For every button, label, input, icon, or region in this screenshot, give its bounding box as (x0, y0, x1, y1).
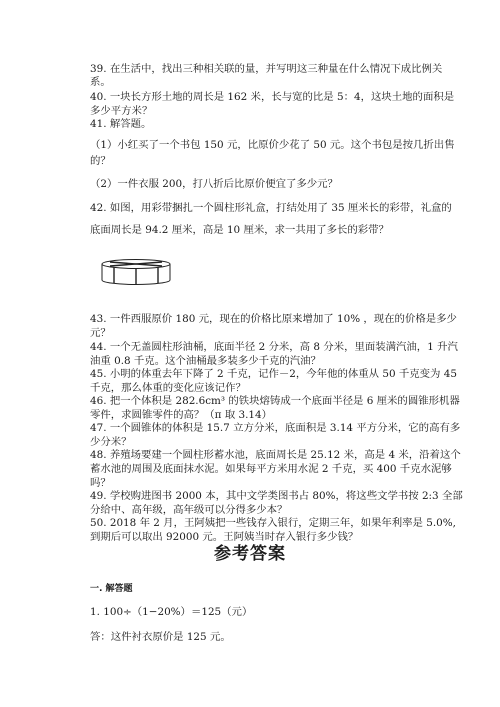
cylinder-gift-box-figure (100, 258, 172, 290)
answers-title: 参考答案 (214, 544, 286, 564)
answer-1: 1. 100÷（1−20%）＝125（元） (90, 606, 253, 618)
question-41-part-1: （1）小红买了一个书包 150 元，比原价少花了 50 元。这个书包是按几折出售 (90, 139, 455, 151)
question-41: 41. 解答题。 (90, 118, 152, 130)
question-42-cont: 底面周长是 94.2 厘米，高是 10 厘米，求一共用了多长的彩带？ (90, 224, 389, 236)
question-41-part-2: （2）一件衣服 200，打八折后比原价便宜了多少元？ (90, 178, 338, 190)
question-41-part-1-cont: 的？ (90, 155, 111, 167)
answer-1-conclusion: 答：这件衬衣原价是 125 元。 (90, 631, 231, 643)
answers-section-heading: 一. 解答题 (90, 584, 133, 594)
question-42: 42. 如图，用彩带捆扎一个圆柱形礼盒，打结处用了 35 厘米长的彩带，礼盒的 (90, 202, 452, 214)
